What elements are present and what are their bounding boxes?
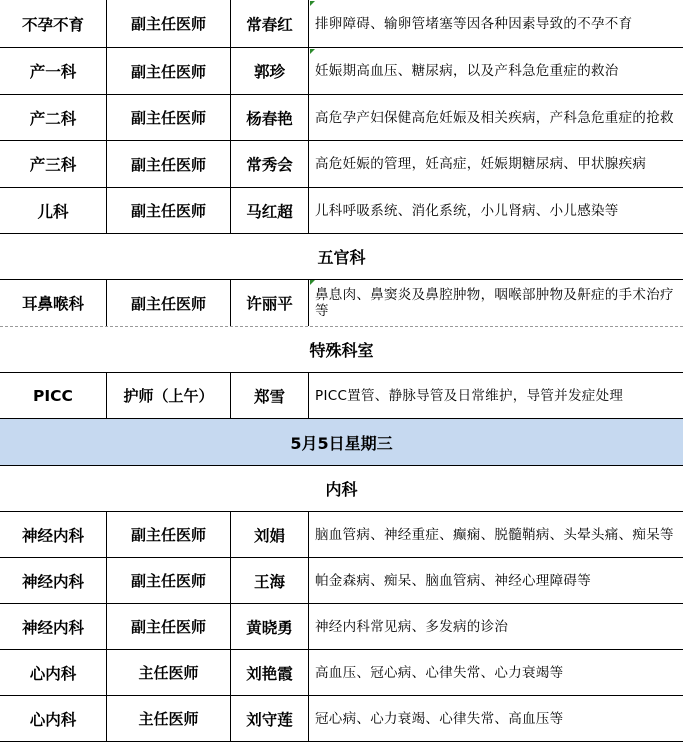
doctor-cell: 刘艳霞 [231,650,309,695]
doctor-cell: 许丽平 [231,280,309,326]
date-banner: 5月5日星期三 [0,419,683,466]
dept-cell: PICC [0,373,107,418]
table-row [0,373,683,419]
table-row [0,95,683,141]
dept-cell: 产一科 [0,48,107,94]
doctor-cell: 黄晓勇 [231,604,309,649]
title-cell: 副主任医师 [107,604,231,649]
title-cell: 副主任医师 [107,558,231,603]
dept-cell: 不孕不育 [0,0,107,47]
specialty-cell: 排卵障碍、输卵管堵塞等因各种因素导致的不孕不育 [315,15,633,32]
dept-cell: 儿科 [0,188,107,233]
title-cell: 副主任医师 [107,48,231,94]
specialty-cell: 高危孕产妇保健高危妊娠及相关疾病，产科急危重症的抢救 [315,109,674,126]
dept-cell: 神经内科 [0,558,107,603]
dept-cell: 耳鼻喉科 [0,280,107,326]
dept-cell: 产二科 [0,95,107,140]
doctor-cell: 马红超 [231,188,309,233]
dept-cell: 心内科 [0,696,107,741]
table-row [0,188,683,234]
doctor-cell: 刘娟 [231,512,309,557]
specialty-cell: PICC置管、静脉导管及日常维护，导管并发症处理 [315,387,624,404]
section-header-wuguan: 五官科 [0,234,683,280]
table-row [0,696,683,742]
table-row [0,512,683,558]
doctor-cell: 郑雪 [231,373,309,418]
cell-marker-icon [310,49,315,54]
doctor-cell: 刘守莲 [231,696,309,741]
title-cell: 副主任医师 [107,512,231,557]
specialty-cell: 妊娠期高血压、糖尿病，以及产科急危重症的救治 [315,63,619,79]
dept-cell: 产三科 [0,141,107,187]
table-row [0,280,683,327]
title-cell: 副主任医师 [107,280,231,326]
table-row [0,141,683,188]
dept-cell: 心内科 [0,650,107,695]
table-row [0,558,683,604]
specialty-cell: 高血压、冠心病、心律失常、心力衰竭等 [315,664,564,681]
doctor-cell: 常秀会 [231,141,309,187]
specialty-cell: 鼻息肉、鼻窦炎及鼻腔肿物，咽喉部肿物及鼾症的手术治疗等 [315,287,674,319]
specialty-cell: 脑血管病、神经重症、癫痫、脱髓鞘病、头晕头痛、痴呆等 [315,526,674,543]
table-row [0,604,683,650]
doctor-cell: 王海 [231,558,309,603]
specialty-cell: 高危妊娠的管理，妊高症，妊娠期糖尿病、甲状腺疾病 [315,156,647,172]
doctor-cell: 郭珍 [231,48,309,94]
table-row [0,48,683,95]
dept-cell: 神经内科 [0,512,107,557]
specialty-cell: 儿科呼吸系统、消化系统，小儿肾病、小儿感染等 [315,202,619,219]
title-cell: 主任医师 [107,650,231,695]
cell-marker-icon [310,280,315,285]
specialty-cell: 帕金森病、痴呆、脑血管病、神经心理障碍等 [315,572,591,589]
doctor-cell: 杨春艳 [231,95,309,140]
cell-marker-icon [310,1,315,6]
doctor-cell: 常春红 [231,0,309,47]
table-row [0,0,683,48]
section-header-neike: 内科 [0,466,683,512]
title-cell: 副主任医师 [107,141,231,187]
dept-cell: 神经内科 [0,604,107,649]
specialty-cell: 冠心病、心力衰竭、心律失常、高血压等 [315,710,564,727]
title-cell: 主任医师 [107,696,231,741]
specialty-cell: 神经内科常见病、多发病的诊治 [315,618,509,635]
section-header-special: 特殊科室 [0,327,683,373]
table-row [0,650,683,696]
title-cell: 副主任医师 [107,0,231,47]
title-cell: 副主任医师 [107,95,231,140]
title-cell: 副主任医师 [107,188,231,233]
title-cell: 护师（上午） [107,373,231,418]
